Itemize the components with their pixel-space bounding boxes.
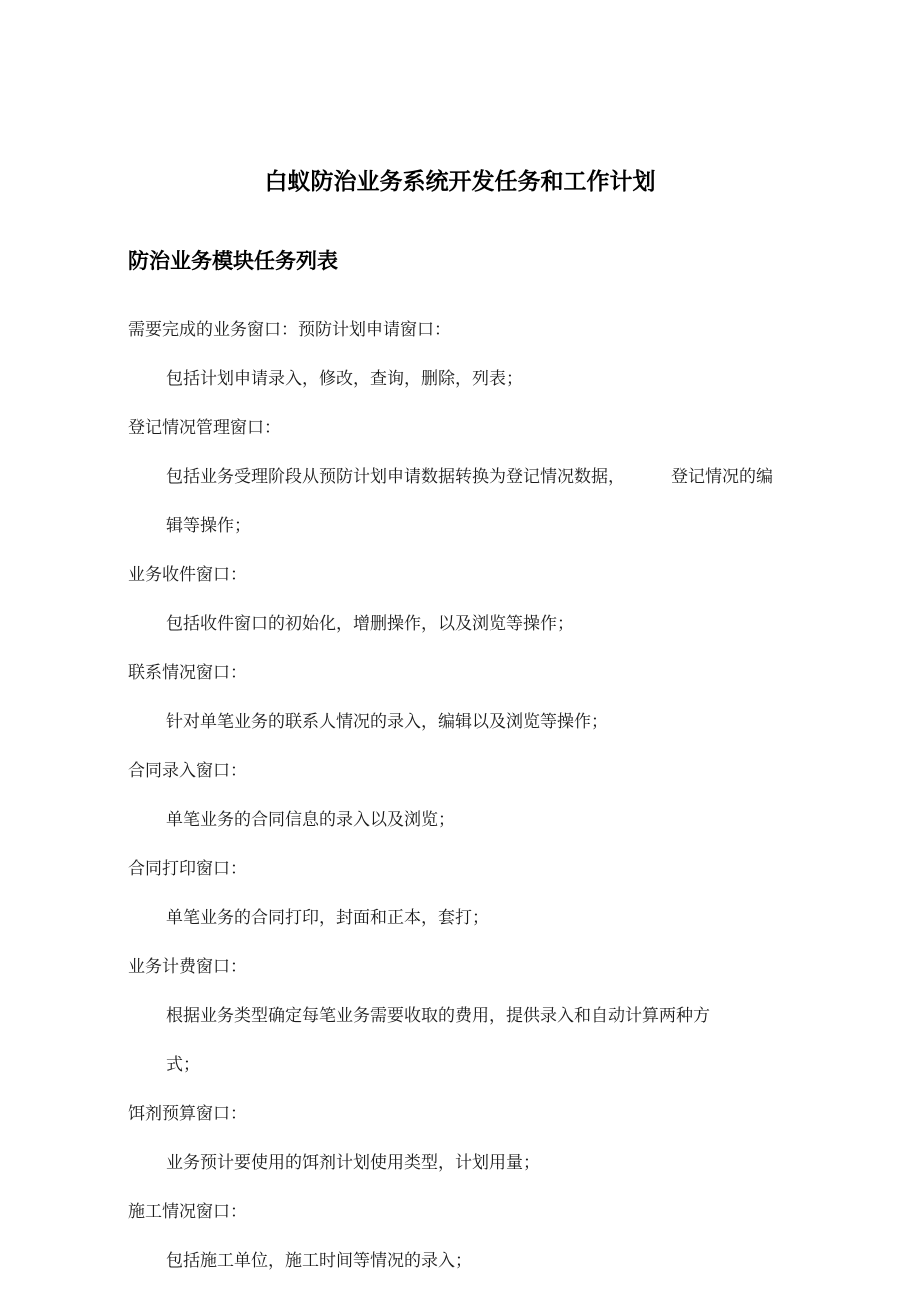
section-heading: 防治业务模块任务列表: [128, 249, 338, 274]
body-line: 单笔业务的合同信息的录入以及浏览；: [166, 810, 455, 830]
body-line: 合同录入窗口：: [128, 761, 247, 781]
body-line: 单笔业务的合同打印，封面和正本，套打；: [166, 908, 489, 928]
body-line: 辑等操作；: [166, 516, 251, 536]
body-line: 包括计划申请录入，修改，查询，删除，列表；: [166, 369, 523, 389]
body-line: 业务收件窗口：: [128, 565, 247, 585]
body-line: 业务计费窗口：: [128, 957, 247, 977]
body-line: 式；: [166, 1055, 200, 1075]
body-line: 针对单笔业务的联系人情况的录入，编辑以及浏览等操作；: [166, 712, 608, 732]
page-title: 白蚁防治业务系统开发任务和工作计划: [264, 169, 656, 196]
body-line: 饵剂预算窗口：: [128, 1104, 247, 1124]
body-line: 包括施工单位，施工时间等情况的录入；: [166, 1251, 472, 1271]
body-line: 包括收件窗口的初始化，增删操作，以及浏览等操作；: [166, 614, 574, 634]
body-line: 合同打印窗口：: [128, 859, 247, 879]
body-line: 业务预计要使用的饵剂计划使用类型，计划用量；: [166, 1153, 540, 1173]
body-line: 根据业务类型确定每笔业务需要收取的费用，提供录入和自动计算两种方: [166, 1006, 710, 1026]
body-line-tail: 登记情况的编: [671, 467, 773, 487]
body-line: 联系情况窗口：: [128, 663, 247, 683]
body-line: 登记情况管理窗口：: [128, 418, 281, 438]
document-body: [128, 306, 868, 1286]
body-line: 需要完成的业务窗口：预防计划申请窗口：: [128, 320, 451, 340]
body-line: 施工情况窗口：: [128, 1202, 247, 1222]
body-line: 包括业务受理阶段从预防计划申请数据转换为登记情况数据， 登记情况的编: [166, 467, 773, 487]
